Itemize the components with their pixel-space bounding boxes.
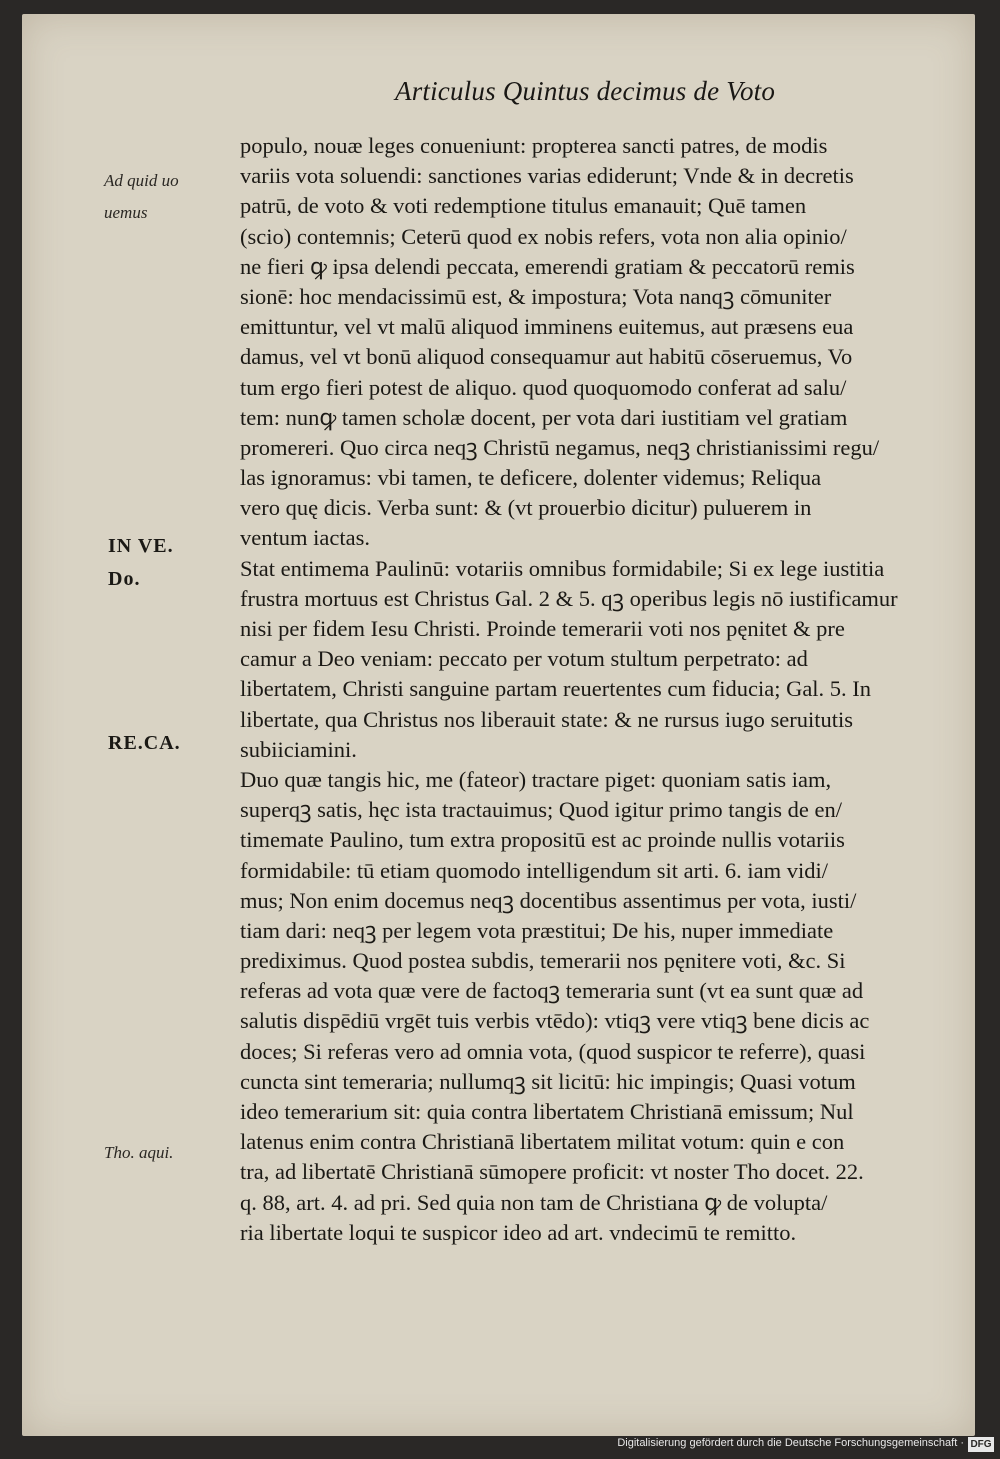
text-line: ria libertate loqui te suspicor ideo ad art. vndecimū te remitto. <box>240 1219 797 1245</box>
speaker-re-ca: RE.CA. <box>108 732 181 754</box>
running-title: Articulus Quintus decimus de Voto <box>395 76 776 106</box>
text-line: ventum iactas. <box>240 525 370 551</box>
text-line: referas ad vota quæ vere de factoqꝫ temeraria sunt (vt ea sunt quæ ad <box>240 978 864 1004</box>
text-line: las ignoramus: vbi tamen, te deficere, dolenter videmus; Reliqua <box>240 465 822 491</box>
text-line: patrū, de voto & voti redemptione titulus emanauit; Quē tamen <box>240 193 807 219</box>
text-line: tiam dari: neqꝫ per legem vota præstitui; De his, nuper immediate <box>240 917 834 943</box>
text-line: Stat entimema Paulinū: votariis omnibus formidabile; Si ex lege iustitia <box>240 555 885 581</box>
margin-note-ad-quid-cont: uemus <box>104 203 148 222</box>
text-line: latenus enim contra Christianā libertatem militat votum: quin e con <box>240 1129 845 1155</box>
text-line: q. 88, art. 4. ad pri. Sed quia non tam de Christiana ꝙ de volupta/ <box>240 1189 828 1215</box>
text-line: sionē: hoc mendacissimū est, & impostura; Vota nanqꝫ cōmuniter <box>240 283 832 309</box>
text-line: frustra mortuus est Christus Gal. 2 & 5. qꝫ operibus legis nō iustificamur <box>240 585 898 611</box>
text-line: damus, vel vt bonū aliquod consequamur aut habitū cōseruemus, Vo <box>240 344 853 370</box>
text-line: tem: nunꝙ tamen scholæ docent, per vota dari iustitiam vel gratiam <box>240 404 848 430</box>
text-line: ne fieri ꝙ ipsa delendi peccata, emerendi gratiam & peccatorū remis <box>240 253 855 279</box>
digitization-credit: Digitalisierung gefördert durch die Deutsche Forschungsgemeinschaft · <box>617 1437 964 1449</box>
margin-note-ad-quid: Ad quid uo <box>104 171 179 190</box>
text-line: ideo temerarium sit: quia contra libertatem Christianā emissum; Nul <box>240 1099 854 1124</box>
speaker-in-ve: IN VE. <box>108 535 174 557</box>
text-line: mus; Non enim docemus neqꝫ docentibus assentimus per vota, iusti/ <box>240 887 857 913</box>
text-line: cuncta sint temeraria; nullumqꝫ sit licitū: hic impingis; Quasi votum <box>240 1068 856 1094</box>
dfg-logo: DFG <box>968 1437 994 1452</box>
text-line: timemate Paulino, tum extra propositū est ac proinde nullis votariis <box>240 827 845 853</box>
text-line: superqꝫ satis, hęc ista tractauimus; Quod igitur primo tangis de en/ <box>240 797 843 823</box>
text-line: salutis dispēdiū vrgēt tuis verbis vtēdo): vtiqꝫ vere vtiqꝫ bene dicis ac <box>240 1008 870 1034</box>
text-line: camur a Deo veniam: peccato per votum stultum perpetrato: ad <box>240 646 808 672</box>
text-line: promereri. Quo circa neqꝫ Christū negamus, neqꝫ christianissimi regu/ <box>240 434 880 460</box>
text-line: formidabile: tū etiam quomodo intelligendum sit arti. 6. iam vidi/ <box>240 857 829 883</box>
text-line: Duo quæ tangis hic, me (fateor) tractare piget: quoniam satis iam, <box>240 766 832 792</box>
margin-note-thomas: Tho. aqui. <box>104 1143 174 1162</box>
text-line: prediximus. Quod postea subdis, temerarii nos pęnitere voti, &c. Si <box>240 948 846 974</box>
text-line: tum ergo fieri potest de aliquo. quod quoquomodo conferat ad salu/ <box>240 374 847 400</box>
text-line: variis vota soluendi: sanctiones varias ediderunt; Vnde & in decretis <box>240 163 854 189</box>
text-line: vero quę dicis. Verba sunt: & (vt prouerbio dicitur) puluerem in <box>240 495 812 521</box>
text-line: nisi per fidem Iesu Christi. Proinde temerarii voti nos pęnitet & pre <box>240 616 845 641</box>
text-line: libertate, qua Christus nos liberauit state: & ne rursus iugo seruitutis <box>240 706 854 732</box>
text-line: subiiciamini. <box>240 736 357 762</box>
text-line: libertatem, Christi sanguine partam reuertentes cum fiducia; Gal. 5. In <box>240 676 872 702</box>
text-line: doces; Si referas vero ad omnia vota, (quod suspicor te referre), quasi <box>240 1038 866 1064</box>
text-line: (scio) contemnis; Ceterū quod ex nobis refers, vota non alia opinio/ <box>240 223 847 249</box>
text-line: tra, ad libertatē Christianā sūmopere proficit: vt noster Tho docet. 22. <box>240 1159 864 1185</box>
text-line: emittuntur, vel vt malū aliquod imminens euitemus, aut præsens eua <box>240 314 854 340</box>
speaker-do: Do. <box>108 568 141 590</box>
body-text <box>240 131 940 1248</box>
text-line: populo, nouæ leges conueniunt: propterea sancti patres, de modis <box>240 133 828 158</box>
